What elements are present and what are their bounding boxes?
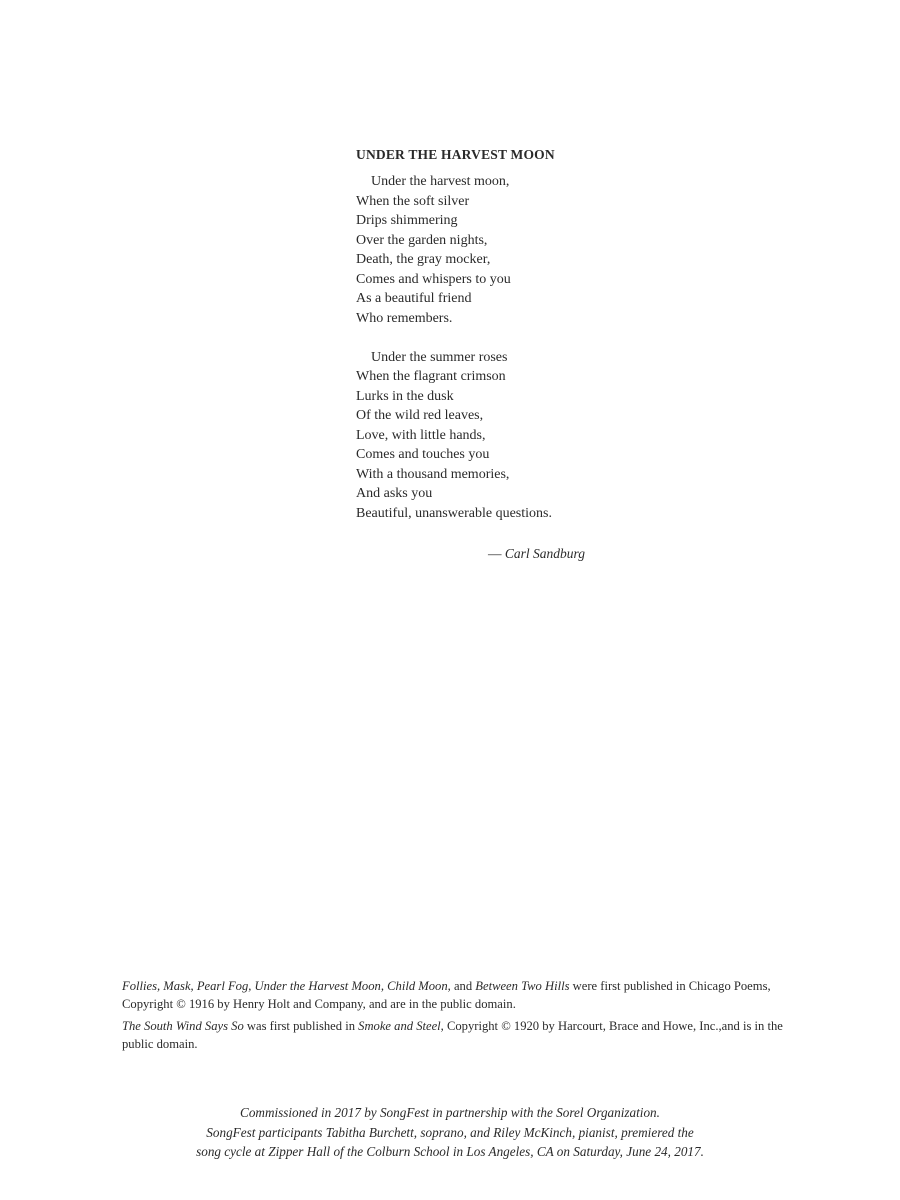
stanza-1 [356,172,656,328]
poem-line: Comes and whispers to you [356,271,511,287]
poem-line: Over the garden nights, [356,232,488,248]
commission-statement [100,1103,800,1162]
poem-line: With a thousand memories, [356,466,510,482]
note-text: was first published in [243,1019,359,1033]
note-title: The South Wind Says So [122,1019,244,1033]
commission-line: Commissioned in 2017 by SongFest in partnership with the Sorel Organization. [240,1105,660,1120]
publication-note-1 [122,977,802,1013]
poem-title: UNDER THE HARVEST MOON [356,147,555,162]
poem-line: As a beautiful friend [356,291,472,306]
author-name: Carl Sandburg [504,546,586,561]
note-text: and [450,979,476,993]
stanza-2 [356,348,656,524]
poem-attribution [488,545,585,563]
poem [356,146,656,543]
poem-line: When the flagrant crimson [356,369,506,384]
poem-line: Love, with little hands, [356,427,486,443]
poem-line: Lurks in the dusk [356,388,454,404]
poem-line: Drips shimmering [356,213,458,228]
commission-line: SongFest participants Tabitha Burchett, soprano, and Riley McKinch, pianist, premiered the [206,1124,694,1140]
poem-line: Beautiful, unanswerable questions. [356,505,552,521]
poem-line: Of the wild red leaves, [356,408,484,423]
publication-note-2 [122,1017,802,1053]
poem-line: Under the harvest moon, [371,174,510,189]
poem-line: Who remembers. [356,310,453,326]
poem-line: And asks you [356,486,433,501]
poem-line: When the soft silver [356,193,470,209]
note-text: were first published in Chicago Poems, Copyright © 1916 by Henry Holt and Company, and are in the public domain. [122,979,771,1011]
note-title: Between Two Hills [475,979,570,993]
poem-line: Comes and touches you [356,447,490,462]
note-text: Copyright © 1920 by Harcourt, Brace and Howe, Inc.,and is in the public domain. [122,1019,783,1051]
publication-notes [122,977,802,1057]
note-titles: Follies, Mask, Pearl Fog, Under the Harvest Moon, Child Moon, [122,979,451,993]
poem-line: Under the summer roses [371,349,508,365]
poem-line: Death, the gray mocker, [356,252,491,267]
commission-line: song cycle at Zipper Hall of the Colburn School in Los Angeles, CA on Saturday, June 24, 2017. [196,1144,704,1159]
attribution-dash: — [488,546,505,561]
note-book-title: Smoke and Steel, [358,1019,444,1033]
